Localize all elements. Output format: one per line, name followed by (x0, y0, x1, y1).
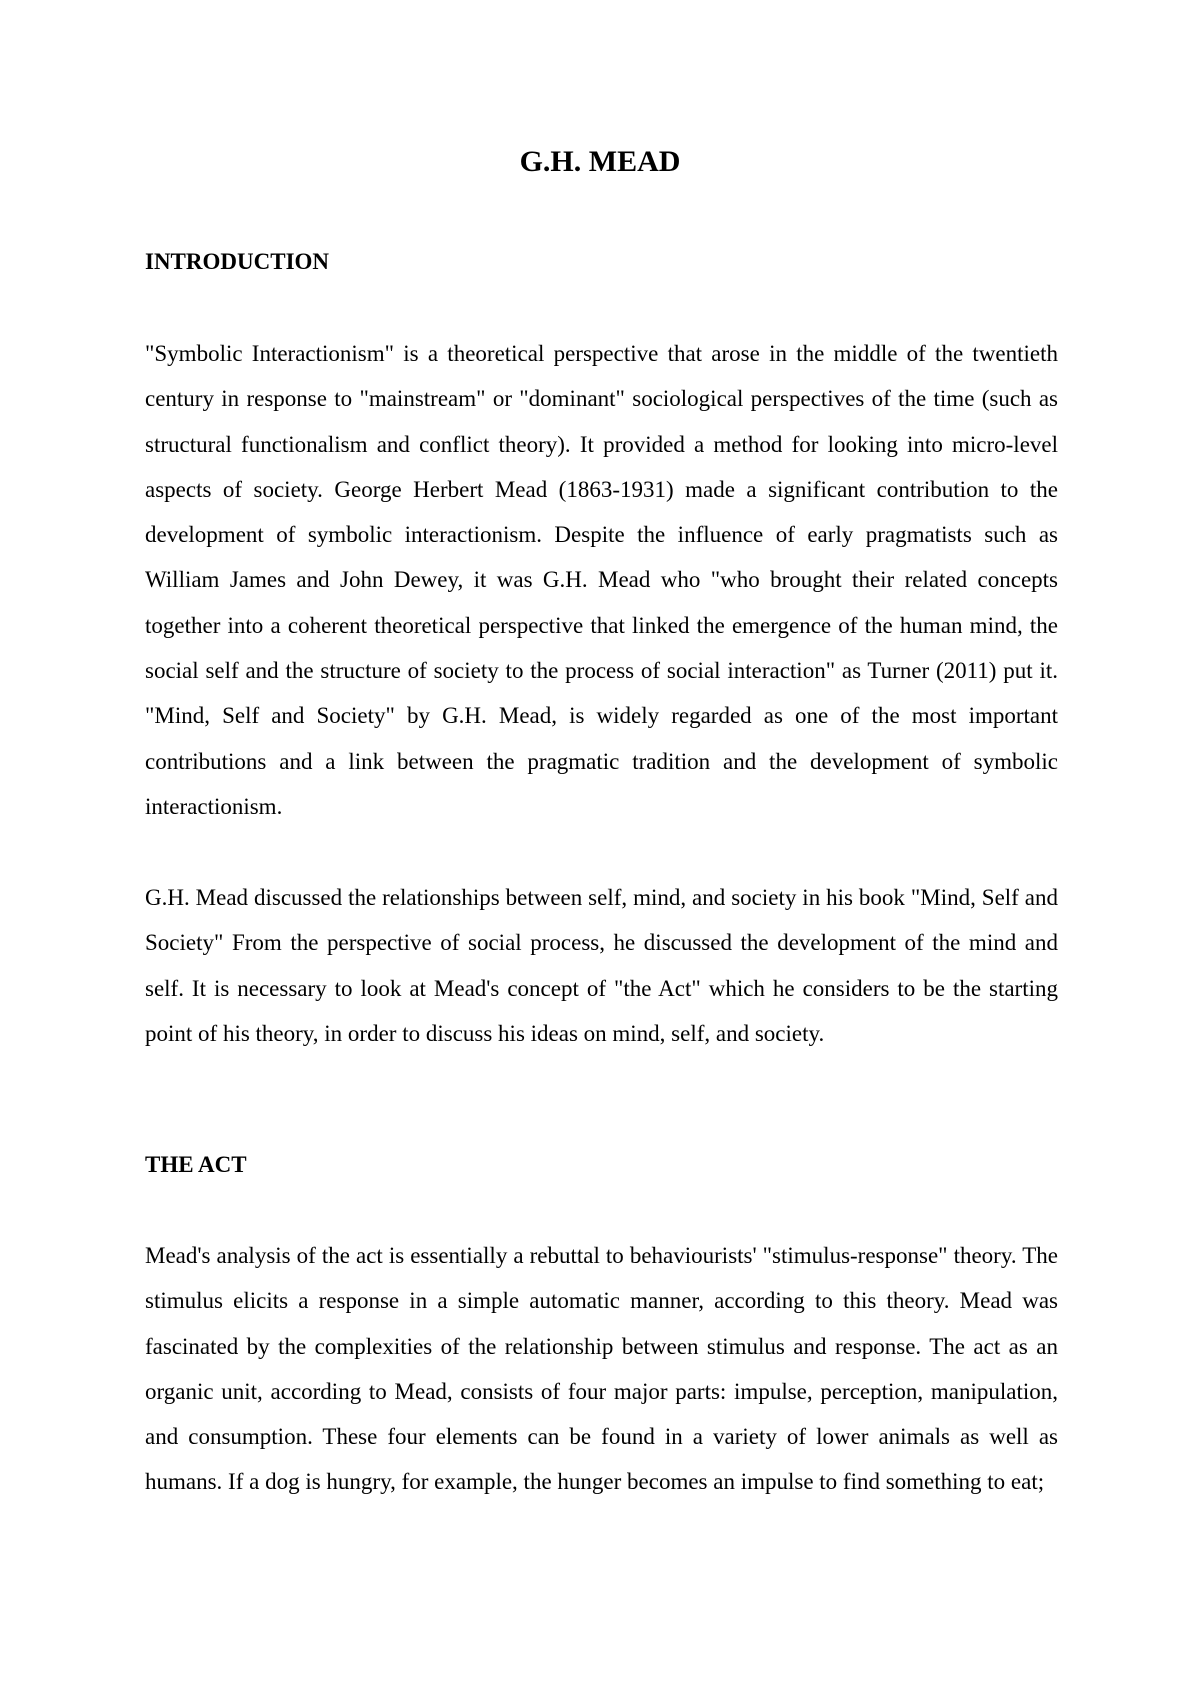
paragraph: "Symbolic Interactionism" is a theoretical perspective that arose in the middle of the twentieth century in response to "mainstream" or "dominant" sociological perspectives of the time (such as structural functionalism and conflict theory). It provided a method for looking into micro-level aspects of society. George Herbert Mead (1863-1931) made a significant contribution to the development of symbolic interactionism. Despite the influence of early pragmatists such as William James and John Dewey, it was G.H. Mead who "who brought their related concepts together into a coherent theoretical perspective that linked the emergence of the human mind, the social self and the structure of society to the process of social interaction" as Turner (2011) put it. "Mind, Self and Society" by G.H. Mead, is widely regarded as one of the most important contributions and a link between the pragmatic tradition and the development of symbolic interactionism. (145, 341, 1058, 819)
section-heading-the-act: THE ACT (145, 1152, 247, 1177)
paragraph: G.H. Mead discussed the relationships between self, mind, and society in his book "Mind, Self and Society" From the perspective of social process, he discussed the development of the mind and self. It is necessary to look at Mead's concept of "the Act" which he considers to be the starting point of his theory, in order to discuss his ideas on mind, self, and society. (145, 885, 1058, 1046)
paragraph: Mead's analysis of the act is essentially a rebuttal to behaviourists' "stimulus-response" theory. The stimulus elicits a response in a simple automatic manner, according to this theory. Mead was fascinated by the complexities of the relationship between stimulus and response. The act as an organic unit, according to Mead, consists of four major parts: impulse, perception, manipulation, and consumption. These four elements can be found in a variety of lower animals as well as humans. If a dog is hungry, for example, the hunger becomes an impulse to find something to eat; (145, 1243, 1058, 1495)
document-title: G.H. MEAD (519, 145, 681, 178)
section-heading-introduction: INTRODUCTION (145, 249, 330, 274)
